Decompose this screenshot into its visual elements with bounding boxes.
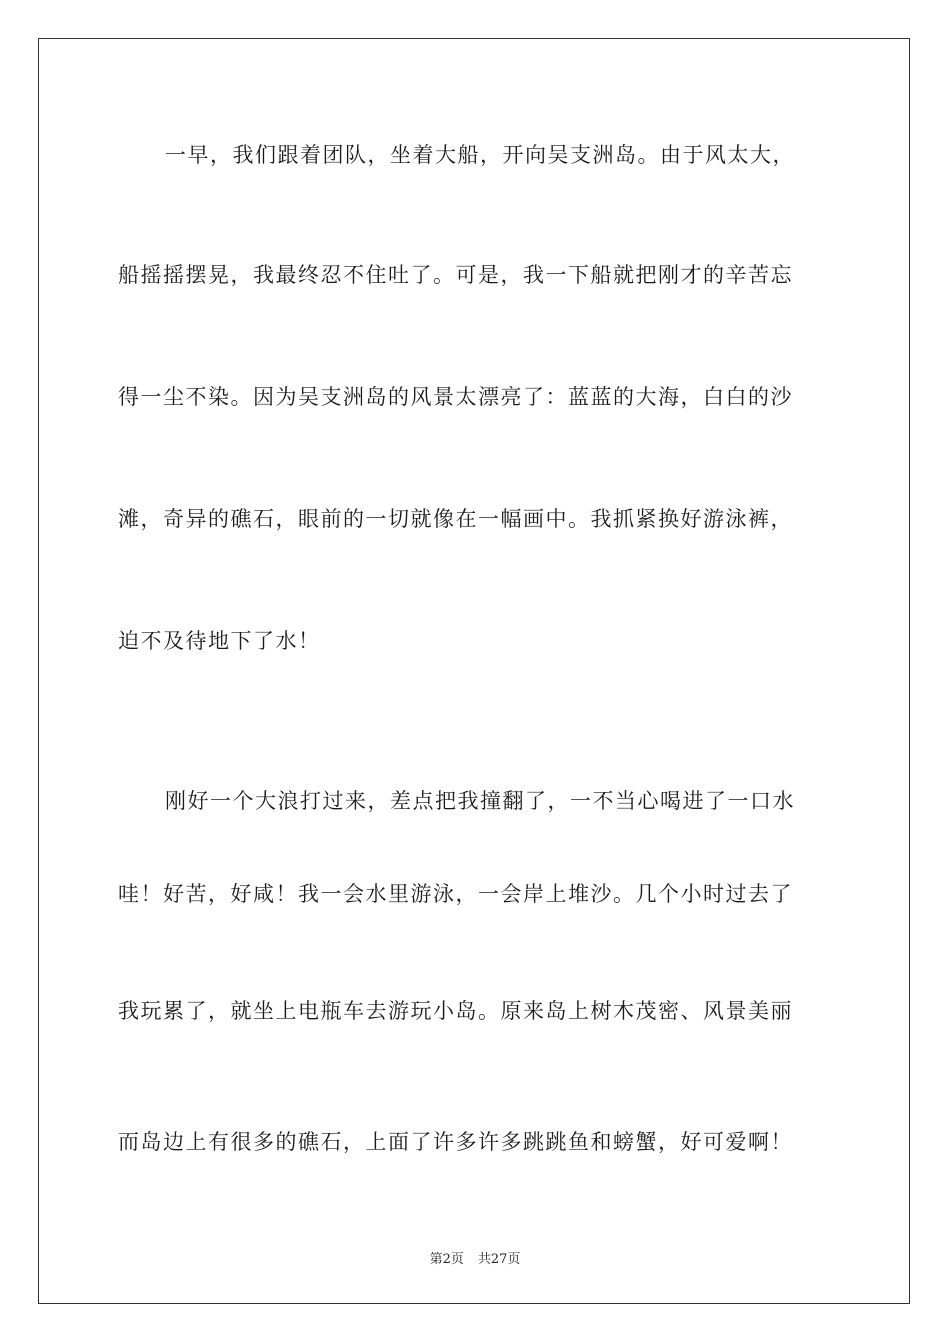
text-line: 迫不及待地下了水！ bbox=[118, 629, 321, 653]
text-line: 滩，奇异的礁石，眼前的一切就像在一幅画中。我抓紧换好游泳裤， bbox=[118, 507, 793, 531]
text-line: 而岛边上有很多的礁石，上面了许多许多跳跳鱼和螃蟹，好可爱啊！ bbox=[118, 1130, 793, 1154]
text-line: 哇！好苦，好咸！我一会水里游泳，一会岸上堆沙。几个小时过去了 bbox=[118, 882, 793, 906]
page-number: 第2页 bbox=[429, 1252, 464, 1267]
text-line: 船摇摇摆晃，我最终忍不住吐了。可是，我一下船就把刚才的辛苦忘 bbox=[118, 263, 793, 287]
text-line: 我玩累了，就坐上电瓶车去游玩小岛。原来岛上树木茂密、风景美丽 bbox=[118, 999, 793, 1023]
page-total: 共27页 bbox=[477, 1252, 521, 1267]
text-line: 一早，我们跟着团队，坐着大船，开向吴支洲岛。由于风太大， bbox=[165, 143, 795, 167]
text-line: 刚好一个大浪打过来，差点把我撞翻了，一不当心喝进了一口水 bbox=[165, 789, 795, 813]
page-footer bbox=[0, 1248, 950, 1267]
page-border bbox=[38, 38, 910, 1304]
text-line: 得一尘不染。因为吴支洲岛的风景太漂亮了：蓝蓝的大海，白白的沙 bbox=[118, 385, 793, 409]
